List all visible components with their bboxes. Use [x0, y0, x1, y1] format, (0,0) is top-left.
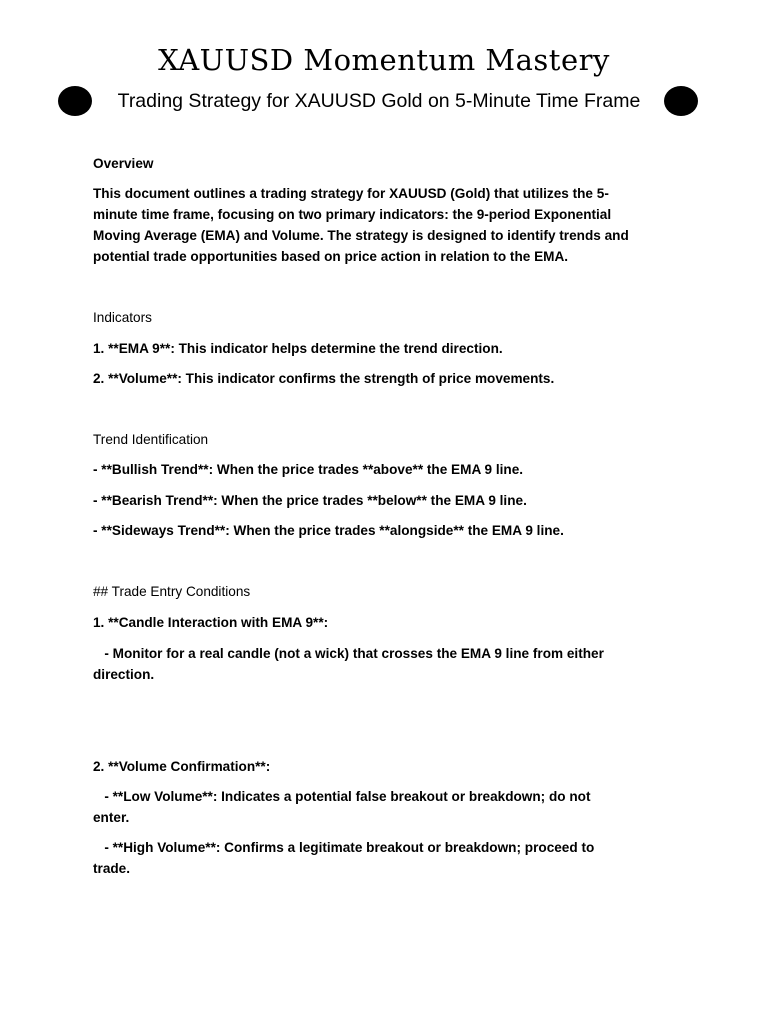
trend-item-bearish: - **Bearish Trend**: When the price trades **below** the EMA 9 line.: [93, 493, 527, 508]
entry-item-volume: 2. **Volume Confirmation**:: [93, 759, 271, 774]
trend-item-sideways: - **Sideways Trend**: When the price trades **alongside** the EMA 9 line.: [93, 523, 564, 538]
entry-item-low-volume-1: - **Low Volume**: Indicates a potential false breakout or breakdown; do not: [93, 789, 591, 804]
overview-line-1: This document outlines a trading strategy for XAUUSD (Gold) that utilizes the 5-: [93, 186, 609, 201]
entry-item-candle-detail-1: - Monitor for a real candle (not a wick) that crosses the EMA 9 line from either: [93, 646, 604, 661]
overview-line-4: potential trade opportunities based on price action in relation to the EMA.: [93, 249, 569, 264]
entry-item-high-volume-2: trade.: [93, 861, 131, 876]
entry-item-low-volume-2: enter.: [93, 810, 130, 825]
subtitle-row: [58, 84, 700, 118]
trend-item-bullish: - **Bullish Trend**: When the price trades **above** the EMA 9 line.: [93, 462, 524, 477]
entry-item-candle: 1. **Candle Interaction with EMA 9**:: [93, 615, 329, 630]
left-bullet-icon: [58, 86, 92, 116]
overview-line-3: Moving Average (EMA) and Volume. The strategy is designed to identify trends and: [93, 228, 629, 243]
overview-heading: Overview: [93, 156, 154, 171]
indicator-item-volume: 2. **Volume**: This indicator confirms the strength of price movements.: [93, 371, 555, 386]
entry-item-high-volume-1: - **High Volume**: Confirms a legitimate breakout or breakdown; proceed to: [93, 840, 595, 855]
entry-item-candle-detail-2: direction.: [93, 667, 155, 682]
trend-heading: Trend Identification: [93, 432, 209, 447]
page-title: XAUUSD Momentum Mastery: [158, 43, 610, 77]
indicator-item-ema: 1. **EMA 9**: This indicator helps determine the trend direction.: [93, 341, 503, 356]
right-bullet-icon: [664, 86, 698, 116]
indicators-heading: Indicators: [93, 310, 152, 325]
overview-line-2: minute time frame, focusing on two primary indicators: the 9-period Exponential: [93, 207, 612, 222]
entry-heading: ## Trade Entry Conditions: [93, 584, 251, 599]
page-subtitle: Trading Strategy for XAUUSD Gold on 5-Minute Time Frame: [117, 90, 641, 112]
